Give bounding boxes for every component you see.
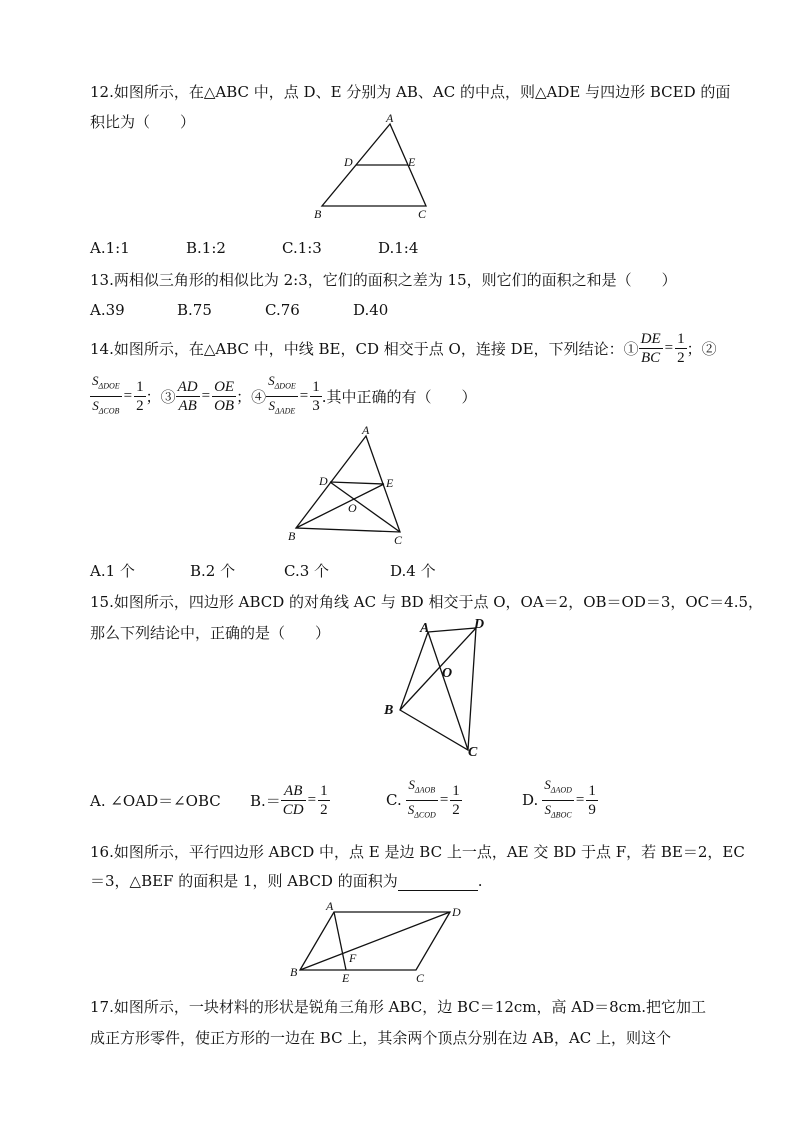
frac-den-sub: ΔADE — [275, 406, 296, 416]
q14-stem-text: 14.如图所示，在△ABC 中，中线 BE，CD 相交于点 O，连接 DE，下列结论：① — [90, 339, 639, 358]
q15-diagonal-ac — [428, 632, 468, 750]
q16-diagonal-bd — [300, 912, 450, 970]
q12-option-c: C.1:3 — [282, 239, 322, 257]
frac-num: 1 — [312, 378, 320, 395]
q14-option-a: A.1 个 — [90, 562, 135, 580]
q13-option-c: C.76 — [265, 301, 300, 319]
equals-sign: = — [575, 791, 585, 808]
frac-num-sub: ΔDOE — [274, 381, 296, 391]
q15-figure — [376, 614, 500, 762]
frac-num: 1 — [677, 330, 685, 347]
q12-label-c: C — [418, 207, 427, 221]
q15-label-c: C — [468, 745, 478, 760]
q15-option-b — [250, 778, 330, 822]
q14-option-b: B.2 个 — [190, 562, 236, 580]
q14-fraction-half — [675, 330, 687, 367]
frac-num: 1 — [136, 378, 144, 395]
q15-optb-rhs — [318, 782, 330, 819]
q13-stem: 13.两相似三角形的相似比为 2:3，它们的面积之差为 15，则它们的面积之和是（ ） — [90, 271, 677, 289]
equals-sign: = — [299, 387, 309, 404]
q16-label-d: D — [452, 905, 461, 919]
frac-num-sub: ΔAOD — [550, 785, 572, 795]
q12-label-a: A — [386, 112, 394, 125]
q16-label-e: E — [342, 971, 350, 985]
q12-option-b: B.1:2 — [186, 239, 226, 257]
q14-fraction-de-bc — [639, 330, 663, 367]
frac-den: 2 — [677, 349, 685, 366]
frac-num: S — [544, 776, 551, 792]
q14-triangle-abc — [296, 436, 400, 532]
q14-marker-3: ；③ — [145, 387, 176, 406]
q17-stem-line1: 17.如图所示，一块材料的形状是锐角三角形 ABC，边 BC＝12cm，高 AD＝8cm.把它加工 — [90, 998, 707, 1016]
q16-label-c: C — [416, 971, 425, 985]
frac-den: S — [268, 397, 276, 413]
q12-label-d: D — [344, 155, 353, 169]
q15-optd-rhs — [586, 782, 598, 819]
equals-sign: = — [664, 339, 674, 356]
q13-option-a: A.39 — [90, 301, 125, 319]
q16-label-b: B — [290, 965, 298, 979]
q14-label-b: B — [288, 529, 296, 543]
q16-figure — [286, 898, 470, 990]
equals-sign: = — [439, 791, 449, 808]
frac-den: 3 — [312, 397, 320, 414]
q14-median-be — [296, 484, 384, 528]
q14-label-a: A — [362, 424, 370, 437]
q14-stem-line2 — [90, 374, 477, 418]
q16-answer-blank[interactable] — [398, 876, 478, 891]
option-prefix: B.＝ — [250, 791, 281, 810]
q15-optc-rhs — [450, 782, 462, 819]
q14-frac-num: DE — [640, 330, 661, 347]
q14-fraction-oe-ob — [212, 378, 236, 415]
equals-sign: = — [307, 791, 317, 808]
q16-label-f: F — [349, 951, 357, 965]
frac-num: AD — [177, 378, 198, 395]
q14-label-d: D — [319, 474, 328, 488]
option-prefix: C. — [386, 791, 402, 809]
q13-option-d: D.40 — [353, 301, 389, 319]
equals-sign: = — [201, 387, 211, 404]
q15-stem-line2: 那么下列结论中，正确的是（ ） — [90, 624, 331, 642]
q14-stem-tail: .其中正确的有（ ） — [321, 387, 477, 406]
q14-label-c: C — [394, 533, 403, 547]
q17-stem-line2: 成正方形零件，使正方形的一边在 BC 上，其余两个顶点分别在边 AB，AC 上，则这个 — [90, 1029, 672, 1047]
q12-option-a: A.1:1 — [90, 239, 130, 257]
q14-segment-de — [330, 482, 384, 484]
option-prefix: D. — [522, 791, 539, 809]
q15-optb-fraction — [281, 782, 306, 819]
q14-label-o: O — [348, 501, 357, 515]
frac-num-sub: ΔDOE — [98, 381, 120, 391]
frac-den: 9 — [588, 801, 596, 818]
q14-figure — [282, 424, 412, 548]
frac-num-sub: ΔAOB — [414, 785, 436, 795]
frac-den: CD — [282, 801, 304, 818]
q16-stem-line2 — [90, 871, 483, 891]
frac-den-sub: ΔBOC — [550, 810, 572, 820]
frac-den: 2 — [320, 801, 328, 818]
q12-option-d: D.1:4 — [378, 239, 419, 257]
q15-optd-fraction — [542, 776, 574, 824]
q14-label-e: E — [386, 476, 394, 490]
frac-den-sub: ΔCOB — [98, 406, 120, 416]
q16-label-a: A — [326, 899, 334, 913]
q16-stem-line1: 16.如图所示，平行四边形 ABCD 中，点 E 是边 BC 上一点，AE 交 BD 于点 F，若 BE＝2，EC — [90, 843, 745, 861]
q12-figure — [308, 112, 438, 224]
q14-fraction-s-doe-cob — [90, 372, 122, 420]
q12-label-e: E — [408, 155, 416, 169]
q14-frac-den: BC — [641, 349, 661, 366]
q15-label-o: O — [442, 666, 453, 681]
frac-den: OB — [214, 397, 235, 414]
q12-label-b: B — [314, 207, 322, 221]
q14-marker-2: ；② — [686, 339, 717, 358]
q15-label-d: D — [474, 617, 485, 632]
q15-option-d — [522, 778, 598, 822]
q15-optc-fraction — [406, 776, 438, 824]
frac-den: 2 — [136, 397, 144, 414]
q15-option-c — [386, 778, 462, 822]
equals-sign: = — [123, 387, 133, 404]
frac-num: S — [268, 372, 275, 388]
frac-den: S — [544, 801, 551, 817]
q15-stem-line1: 15.如图所示，四边形 ABCD 的对角线 AC 与 BD 相交于点 O，OA＝2，OB＝OD＝3，OC＝4.5， — [90, 593, 764, 611]
q14-fraction-s-doe-ade — [266, 372, 298, 420]
q16-segment-ae — [334, 912, 346, 970]
q15-quadrilateral-abcd — [400, 628, 476, 750]
q15-option-a: A. ∠OAD＝∠OBC — [90, 791, 221, 810]
q14-fraction-third — [310, 378, 322, 415]
q14-stem-line1 — [90, 328, 717, 368]
q14-fraction-ad-ab — [176, 378, 200, 415]
q16-stem-tail: . — [477, 872, 483, 890]
frac-den: 2 — [452, 801, 460, 818]
q12-stem-line1: 12.如图所示，在△ABC 中，点 D、E 分别为 AB、AC 的中点，则△ADE 与四边形 BCED 的面 — [90, 83, 731, 101]
q14-fraction-half-2 — [134, 378, 146, 415]
q12-stem-line2: 积比为（ ） — [90, 113, 196, 131]
frac-num: 1 — [452, 782, 460, 799]
q15-label-b: B — [384, 703, 394, 718]
q14-option-c: C.3 个 — [284, 562, 330, 580]
frac-den: AB — [178, 397, 197, 414]
frac-den: S — [92, 397, 99, 413]
q16-stem-text: ＝3，△BEF 的面积是 1，则 ABCD 的面积为 — [90, 872, 398, 890]
q14-marker-4: ；④ — [236, 387, 267, 406]
frac-den-sub: ΔCOD — [414, 810, 436, 820]
q14-option-d: D.4 个 — [390, 562, 436, 580]
frac-num: 1 — [320, 782, 328, 799]
frac-num: S — [408, 776, 415, 792]
q15-diagonal-bd — [400, 628, 476, 710]
frac-num: AB — [281, 782, 306, 801]
q15-label-a: A — [420, 621, 430, 636]
frac-num: 1 — [588, 782, 596, 799]
q13-option-b: B.75 — [177, 301, 212, 319]
frac-den: S — [407, 801, 415, 817]
frac-num: OE — [214, 378, 235, 395]
frac-num: S — [92, 372, 99, 388]
